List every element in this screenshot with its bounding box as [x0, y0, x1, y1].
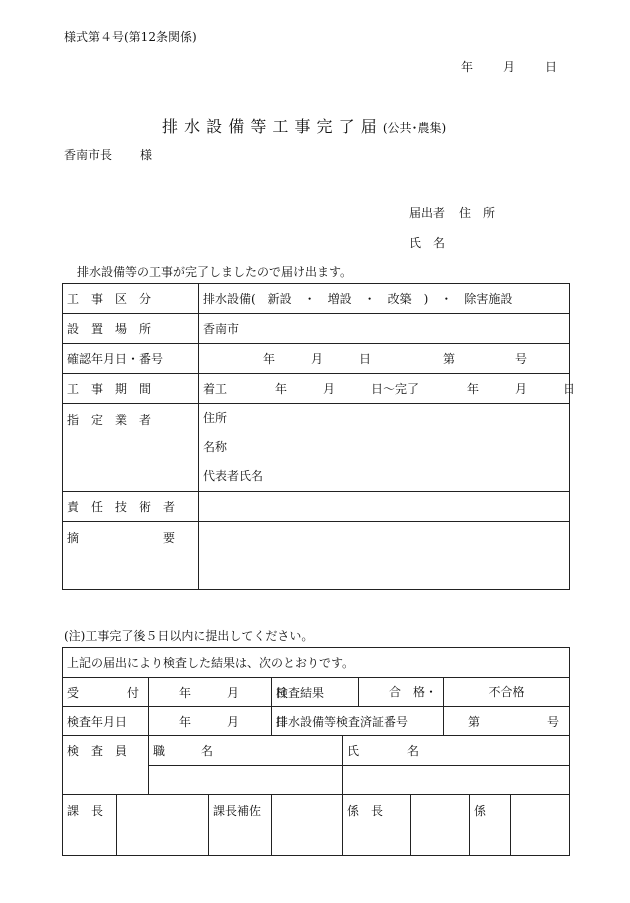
certificate-label: 排水設備等検査済証番号: [272, 707, 444, 736]
applicant-name-label: 氏 名: [409, 236, 446, 250]
work-period-value[interactable]: 着工 年 月 日～完了 年 月 日: [199, 374, 570, 404]
inspection-header-row: [63, 648, 570, 678]
approval-chief-stamp[interactable]: [117, 795, 209, 856]
form-row: [63, 344, 570, 374]
approval-deputy-stamp[interactable]: [272, 795, 343, 856]
certificate-prefix: 第: [468, 714, 481, 729]
work-type-label: 工 事 区 分: [63, 284, 199, 314]
remarks-label: 摘 要: [63, 522, 199, 590]
form-row: [63, 374, 570, 404]
receipt-row: [63, 678, 570, 707]
position-label: 職 名: [149, 736, 343, 766]
result-pass[interactable]: 合 格・: [359, 678, 444, 706]
work-type-value[interactable]: 排水設備( 新設 ・ 増設 ・ 改築 ) ・ 除害施設: [199, 284, 570, 314]
inspector-label: 検 査 員: [63, 736, 149, 795]
approval-chief-label: 課 長: [63, 795, 117, 856]
contractor-label: 指 定 業 者: [63, 404, 199, 492]
approval-section-label: 係 長: [343, 795, 411, 856]
location-value[interactable]: 香南市: [199, 314, 570, 344]
receipt-label: 受 付: [63, 678, 149, 707]
intro-text: 排水設備等の工事が完了しましたので届け出ます。: [77, 265, 353, 279]
result-label: 検査結果: [272, 678, 359, 707]
form-row: [63, 522, 570, 590]
note-text: (注)工事完了後５日以内に提出してください。: [64, 629, 314, 643]
approval-row: [63, 795, 570, 856]
form-row: [63, 404, 570, 492]
page-title: [162, 114, 446, 137]
inspection-date-label: 検査年月日: [63, 707, 149, 736]
certificate-suffix: 号: [547, 714, 560, 729]
receipt-date[interactable]: 年 月 日: [149, 678, 272, 707]
form-row: [63, 284, 570, 314]
form-row: [63, 492, 570, 522]
confirmation-value[interactable]: 年 月 日 第 号: [199, 344, 570, 374]
inspection-date-value[interactable]: 年 月 日: [149, 707, 272, 736]
position-value[interactable]: [149, 766, 343, 795]
confirmation-label: 確認年月日・番号: [63, 344, 199, 374]
inspection-table: [62, 647, 570, 856]
contractor-rep-label: 代表者氏名: [203, 469, 264, 483]
honorific: 様: [140, 148, 153, 162]
completion-form-table: [62, 283, 576, 590]
location-label: 設 置 場 所: [63, 314, 199, 344]
inspection-date-row: [63, 707, 570, 736]
inspection-header: 上記の届出により検査した結果は、次のとおりです。: [63, 648, 570, 678]
approval-staff-label: 係: [474, 804, 487, 818]
form-row: [63, 314, 570, 344]
contractor-block[interactable]: [199, 404, 570, 492]
remarks-value[interactable]: [199, 522, 570, 590]
certificate-number[interactable]: [444, 707, 570, 736]
applicant-address-label: 住 所: [459, 206, 496, 220]
form-number: 様式第４号(第12条関係): [64, 30, 197, 44]
approval-section-stamp[interactable]: [411, 795, 511, 856]
result-fail[interactable]: 不合格: [488, 685, 525, 699]
engineer-value[interactable]: [199, 492, 570, 522]
title-sub: (公共･農集): [382, 121, 447, 135]
person-name-label: 氏 名: [343, 736, 570, 766]
contractor-name-label: 名称: [203, 440, 228, 454]
inspector-row: [63, 736, 570, 766]
approval-staff-stamp[interactable]: [511, 795, 570, 856]
work-period-label: 工 事 期 間: [63, 374, 199, 404]
addressee: 香南市長: [64, 148, 113, 162]
approval-section-stamp-box[interactable]: [411, 795, 470, 855]
approval-deputy-label: 課長補佐: [209, 795, 272, 856]
date-month-label: 月: [503, 60, 516, 74]
applicant-label: 届出者: [409, 206, 446, 220]
result-options[interactable]: [359, 678, 570, 707]
date-year-label: 年: [461, 60, 474, 74]
contractor-address-label: 住所: [203, 411, 228, 425]
date-day-label: 日: [545, 60, 558, 74]
person-name-value[interactable]: [343, 766, 570, 795]
engineer-label: 責 任 技 術 者: [63, 492, 199, 522]
title-main: 排水設備等工事完了届: [162, 117, 383, 136]
